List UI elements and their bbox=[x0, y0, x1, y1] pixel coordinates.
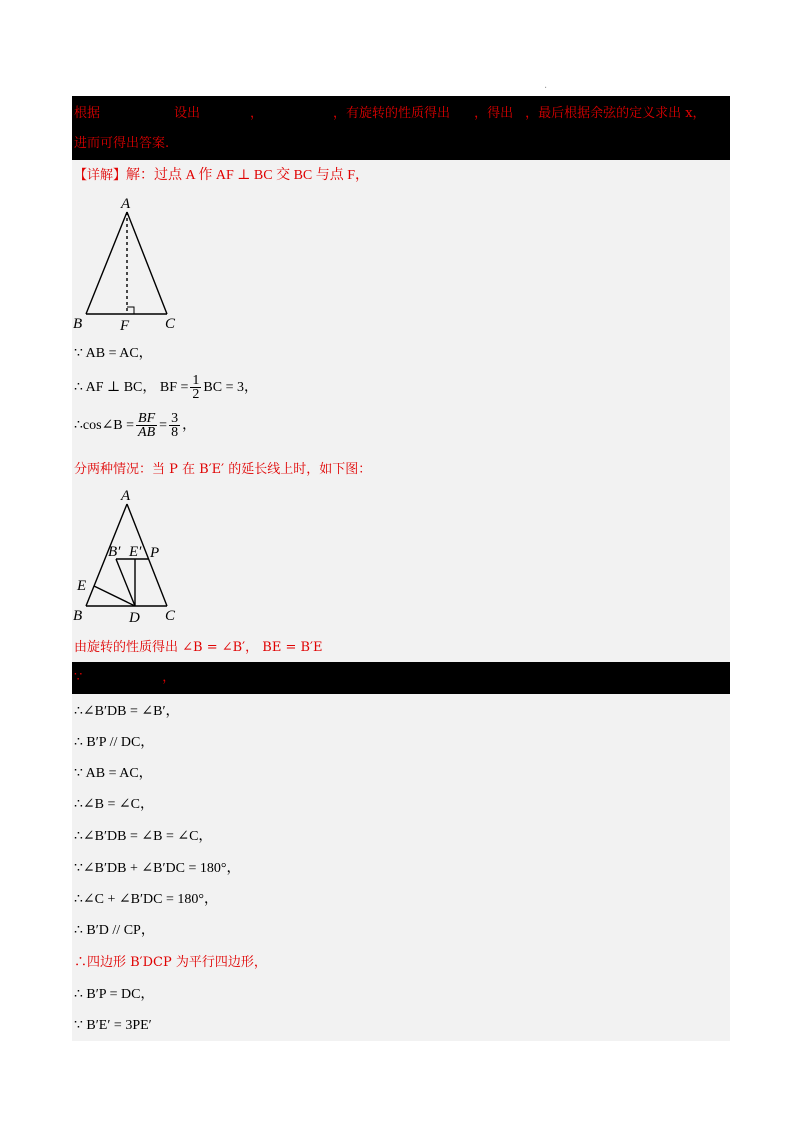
triangle-figure-1 bbox=[72, 194, 192, 334]
corner-mark: . bbox=[544, 80, 548, 91]
proof-step: ∵∠B′DB + ∠B′DC = 180°， bbox=[74, 861, 241, 876]
step-ab-eq-ac: ∵ AB = AC， bbox=[74, 346, 153, 361]
fig1-side-ac bbox=[127, 212, 167, 314]
proof-step: ∴∠B′DB = ∠B = ∠C， bbox=[74, 829, 213, 844]
step-cos-b: ∴cos∠B = $\frac{BF}{AB}$ = $\frac{3}{8}$ ， bbox=[74, 411, 197, 441]
fig2-label-e: E bbox=[77, 578, 87, 594]
hint-line-2: 进而可得出答案. bbox=[74, 136, 170, 151]
band-comma: ， bbox=[162, 670, 176, 685]
proof-step: ∴ B′P = DC， bbox=[74, 987, 155, 1002]
fraction-bf-ab: $\frac{BF}{AB}$ bbox=[138, 411, 156, 441]
fig2-label-c: C bbox=[165, 608, 176, 624]
proof-step: ∵ B′E′ = 3PE′ bbox=[74, 1018, 152, 1033]
fig2-label-p: P bbox=[150, 545, 160, 561]
proof-step: ∴∠B′DB = ∠B′， bbox=[74, 704, 180, 719]
fig1-side-ab bbox=[86, 212, 127, 314]
hint-line-1: 根据 设出 ， ，有旋转的性质得出 ，得出 ，最后根据余弦的定义求出 x， bbox=[74, 106, 706, 121]
hidden-step-band bbox=[72, 662, 730, 694]
fig2-label-b: B bbox=[73, 608, 83, 624]
proof-step: ∴∠C + ∠B′DC = 180°， bbox=[74, 892, 218, 907]
detail-intro: 【详解】解：过点 A 作 AF ⊥ BC 交 BC 与点 F， bbox=[74, 168, 370, 183]
fig2-label-ep: E′ bbox=[129, 544, 142, 560]
hint-band bbox=[72, 96, 730, 160]
fig1-label-a: A bbox=[121, 196, 131, 212]
rotation-statement: 由旋转的性质得出 ∠B = ∠B′， BE = B′E bbox=[74, 640, 323, 655]
proof-step-parallelogram: ∴四边形 B′DCP 为平行四边形， bbox=[74, 955, 267, 970]
fig1-label-c: C bbox=[165, 316, 176, 332]
fig2-label-a: A bbox=[121, 488, 131, 504]
fig2-label-d: D bbox=[129, 610, 140, 626]
fig1-right-angle-mark bbox=[127, 307, 134, 314]
proof-step: ∵ AB = AC， bbox=[74, 766, 153, 781]
fraction-three-eighths: $\frac{3}{8}$ bbox=[171, 411, 179, 441]
proof-step: ∴ B′P // DC， bbox=[74, 735, 155, 750]
fig2-side-ab bbox=[86, 504, 127, 606]
fig2-segment-bp-d bbox=[116, 559, 135, 606]
fig1-label-f: F bbox=[120, 318, 130, 334]
fig1-label-b: B bbox=[73, 316, 83, 332]
fig2-label-bp: B′ bbox=[108, 544, 121, 560]
triangle-figure-2 bbox=[72, 486, 192, 626]
fraction-one-half: $\frac{1}{2}$ bbox=[192, 373, 200, 403]
detail-tag: 【详解】 bbox=[74, 168, 127, 183]
step-bf: ∴ AF ⊥ BC， BF = $\frac{1}{2}$ BC = 3， bbox=[74, 373, 258, 403]
proof-step: ∴ B′D // CP， bbox=[74, 923, 155, 938]
solution-panel bbox=[72, 96, 730, 1041]
case-statement: 分两种情况：当 P 在 B′E′ 的延长线上时，如下图： bbox=[74, 462, 372, 477]
proof-step: ∴∠B = ∠C， bbox=[74, 797, 154, 812]
band-because-symbol: ∵ bbox=[74, 670, 83, 685]
